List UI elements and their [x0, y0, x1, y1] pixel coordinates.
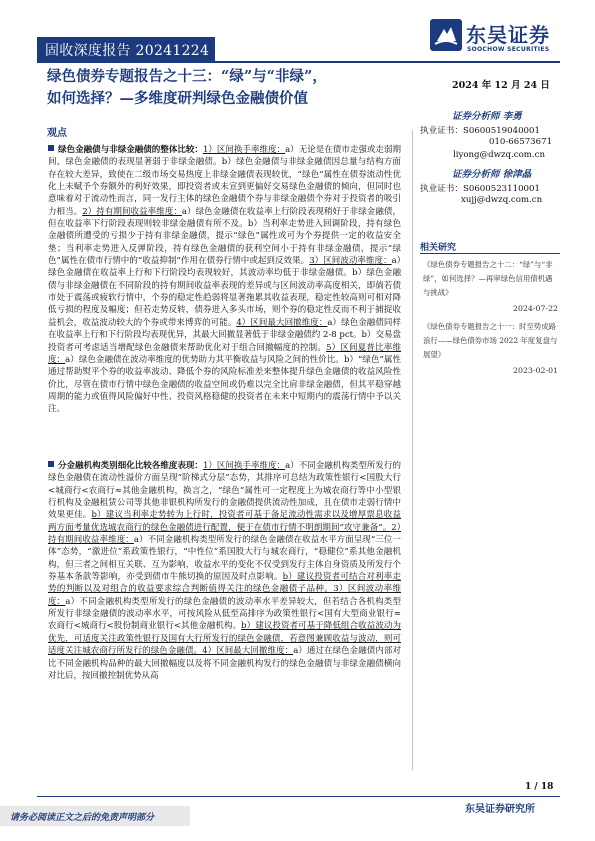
logo-text-cn: 东吴证券 — [466, 23, 550, 47]
related-item-2-date: 2023-02-01 — [513, 366, 558, 375]
p1-dimension-1: 1）区间换手率维度： — [202, 145, 286, 155]
p1-dimension-4: 4）区间最大回撤维度： — [236, 317, 328, 328]
paragraph-2-lead: 分金融机构类别细化比较各维度表现： — [58, 461, 203, 471]
analyst-1-phone: 010-66573671 — [489, 137, 553, 147]
p2-text-3: a）不同金融机构类型所发行的绿色金融债的波动率水平差异较大，但若结合各机构类型所发行非绿金融债的波动率水平，可按风险从低至高排序为政策性银行<国有大型商业银行≈农商行<城商行<股份制商业银行<其他金融机构。 — [48, 596, 401, 632]
company-logo — [430, 17, 558, 59]
analyst-1-title: 证券分析师 李勇 — [452, 111, 522, 122]
title-line-2: 如何选择？—多维度研判绿色金融债价值 — [47, 90, 308, 107]
related-item-1[interactable]: 《绿色债券专题报告之十二：“绿”与“非绿”，如何选择？—再审绿色信用债机遇与挑战》 — [423, 260, 553, 297]
disclaimer-text[interactable]: 请务必阅读正文之后的免责声明部分 — [10, 813, 155, 823]
analyst-2-title: 证券分析师 徐津晶 — [452, 169, 532, 180]
p1-dimension-5: 5）区间夏普比率维度： — [48, 342, 401, 365]
p2-dimension-2: b）建议当利率走势转为上行时，投资者可基于备足流动性需求以及增厚票息收益两方面考量优选城农商行的绿色金融债进行配置，便于在债市行情不明朗期间“攻守兼备”。2）持有期间收益率维度： — [48, 510, 401, 546]
title-line-1: 绿色债券专题报告之十三：“绿”与“非绿”， — [47, 68, 327, 85]
related-research-title: 相关研究 — [420, 243, 457, 253]
viewpoint-paragraph-1 — [48, 144, 401, 416]
p2-dimension-4: b）建议投资者可基于降低组合收益波动为优先，可适度关注政策性银行及国有大行所发行的绿色金融债，若意图兼顾收益与波动，则可适度关注城农商行所发行的绿色金融债。4）区间最大回撤维度： — [48, 621, 401, 657]
bullet-square-icon — [48, 145, 54, 151]
p2-text-4: a）通过在绿色金融债内部对比不同金融机构品种的最大回撤幅度以及将不同金融机构发行的绿色金融债与非绿金融债横向对比后，按回撤控制优势从高 — [48, 646, 401, 681]
p1-text-2: a）绿色金融债在收益率上行阶段表现稍好于非绿金融债，但在收益率下行阶段表现则较非绿金融债有所不及。b）当利率走势进入回调阶段，持有绿色金融债所遭受的亏损少于持有非绿金融债，提示“绿色”属性或可为个券提供一定的收益安全垫；当利率走势进入反弹阶段，持有绿色金融债的获利空间小于持有非绿金融债，提示“绿色”属性在债市行情中的“收益抑制”作用在债券行情中或起到反效果。 — [48, 206, 401, 267]
related-item-2[interactable]: 《绿色债券专题报告之十一：时至势成路浪行——绿色债券市场 2022 年度复盘与展望》 — [423, 322, 558, 359]
p1-text-5: a）绿色金融债在波动率维度的优势助力其平衡收益与风险之间的性价比。b）“绿色”属性通过帮助熨平个券的收益率波动、降低个券的风险标准差来整体提升绿色金融债的收益风险性价比，尽管在债市行情中绿色金融债的收益空间或仍难以完全比肩非绿金融债，但其平稳穿越周期的能力或值得风险偏好中性、投资风格稳健的投资者在未来中短期内的震荡行情中予以关注。 — [48, 354, 401, 415]
header-rule — [37, 61, 560, 63]
report-date: 2024 年 12 月 24 日 — [452, 80, 550, 91]
paragraph-1-lead: 绿色金融债与非绿金融债的整体比较： — [58, 145, 203, 155]
column-divider — [412, 130, 413, 770]
p1-text-1: a）无论是在债市走强或走弱期间，绿色金融债的表现显著弱于非绿金融债。b）绿色金融债与非绿金融债因总量与结构方面存在较大差异，致使在二级市场交易热度上非绿金融债表现较优，“绿色”属性在债券流动性优化上未赋予个券额外的利好效果，即投资者或未宣到更偏好交易绿色金融债的倾向，但同时也意味着对于流动性而言，同一发行主体的绿色金融债个券与非绿金融债个券对于投资者的吸引力相当。 — [48, 145, 401, 217]
analyst-2-email[interactable]: xujj@dwzq.com.cn — [461, 195, 543, 205]
p1-text-3: a）绿色金融债在收益率上行和下行阶段均表现较好，其波动率均低于非绿金融债。b）绿色金融债与非绿金融债在不同阶段的持有期间收益率表现的差异或与区间波动率高度相关，即倘若债市处于震荡或疲软行情中，个券的稳定性趋弱将显著拖累其收益表现，稳定性较高则可相对降低亏损的程度及幅度；但若走势反转，债券进入多头市场，则个券的稳定性反而不利于捕捉收益机会，收益波动较大的个券或带来博弈的可能。 — [48, 256, 401, 328]
report-type: 固收深度报告 20241224 — [45, 43, 210, 59]
p1-text-4: a）绿色金融债同样在收益率上行和下行阶段均表现优异，其最大回撤显著低于非绿金融债约 2-8 pct。b）交易盘投资者可考虑适当增配绿色金融债来帮助优化对于组合回撤幅度的控制。 — [48, 317, 401, 353]
section-label-viewpoint: 观点 — [47, 128, 67, 139]
related-item-1-date: 2024-07-22 — [513, 304, 558, 313]
page-number: 1 / 18 — [525, 782, 554, 792]
viewpoint-paragraph-2 — [48, 460, 401, 682]
disclaimer-band — [0, 806, 190, 826]
logo-mark-icon — [430, 19, 462, 51]
footer-rule — [37, 796, 560, 797]
p1-dimension-2: 2）持有期间收益率维度： — [82, 206, 182, 217]
report-title — [47, 66, 417, 110]
bullet-square-icon — [48, 461, 54, 467]
analyst-2-license: 执业证书：S0600523110001 — [420, 184, 540, 194]
analyst-1-license: 执业证书：S0600519040001 — [420, 126, 540, 136]
footer-company: 东吴证券研究所 — [465, 804, 535, 815]
p2-dimension-3: b）建议投资者可结合对利率走势的判断以及对组合的收益要求综合判断值得关注的绿色金融债子品种。3）区间波动率维度： — [48, 572, 401, 607]
logo-text-en: SOOCHOW SECURITIES — [467, 46, 550, 53]
related-research-rule — [420, 253, 560, 254]
p2-text-1: a）不同金融机构类型所发行的绿色金融债在流动性溢价方面呈现“阶梯式分层”态势，其排序可总结为政策性银行<国股大行<城商行<农商行≈其他金融机构，换言之，“绿色”属性可一定程度上为城农商行等中小型银行机构及金融租赁公司等其他非银机构所发行的金融债提供流动性加成，且在债市走弱行情中效果更佳。 — [48, 461, 401, 521]
analyst-1-email[interactable]: liyong@dwzq.com.cn — [453, 150, 545, 160]
p2-text-2: a）不同金融机构类型所发行的绿色金融债在收益水平方面呈现“三位一体”态势，“激进位”系政策性银行，“中性位”系国股大行与城农商行，“稳健位”系其他金融机构，但三者之间相互关联、互为影响，收益水平的变化不仅受到发行主体自身资质及所发行个券基本条款等影响，亦受到债市牛熊切换的原因及时点影响。 — [48, 535, 401, 583]
p2-dimension-1: 1）区间换手率维度： — [202, 461, 286, 471]
report-type-band — [37, 37, 215, 61]
p1-dimension-3: 3）区间波动率维度： — [309, 256, 392, 267]
